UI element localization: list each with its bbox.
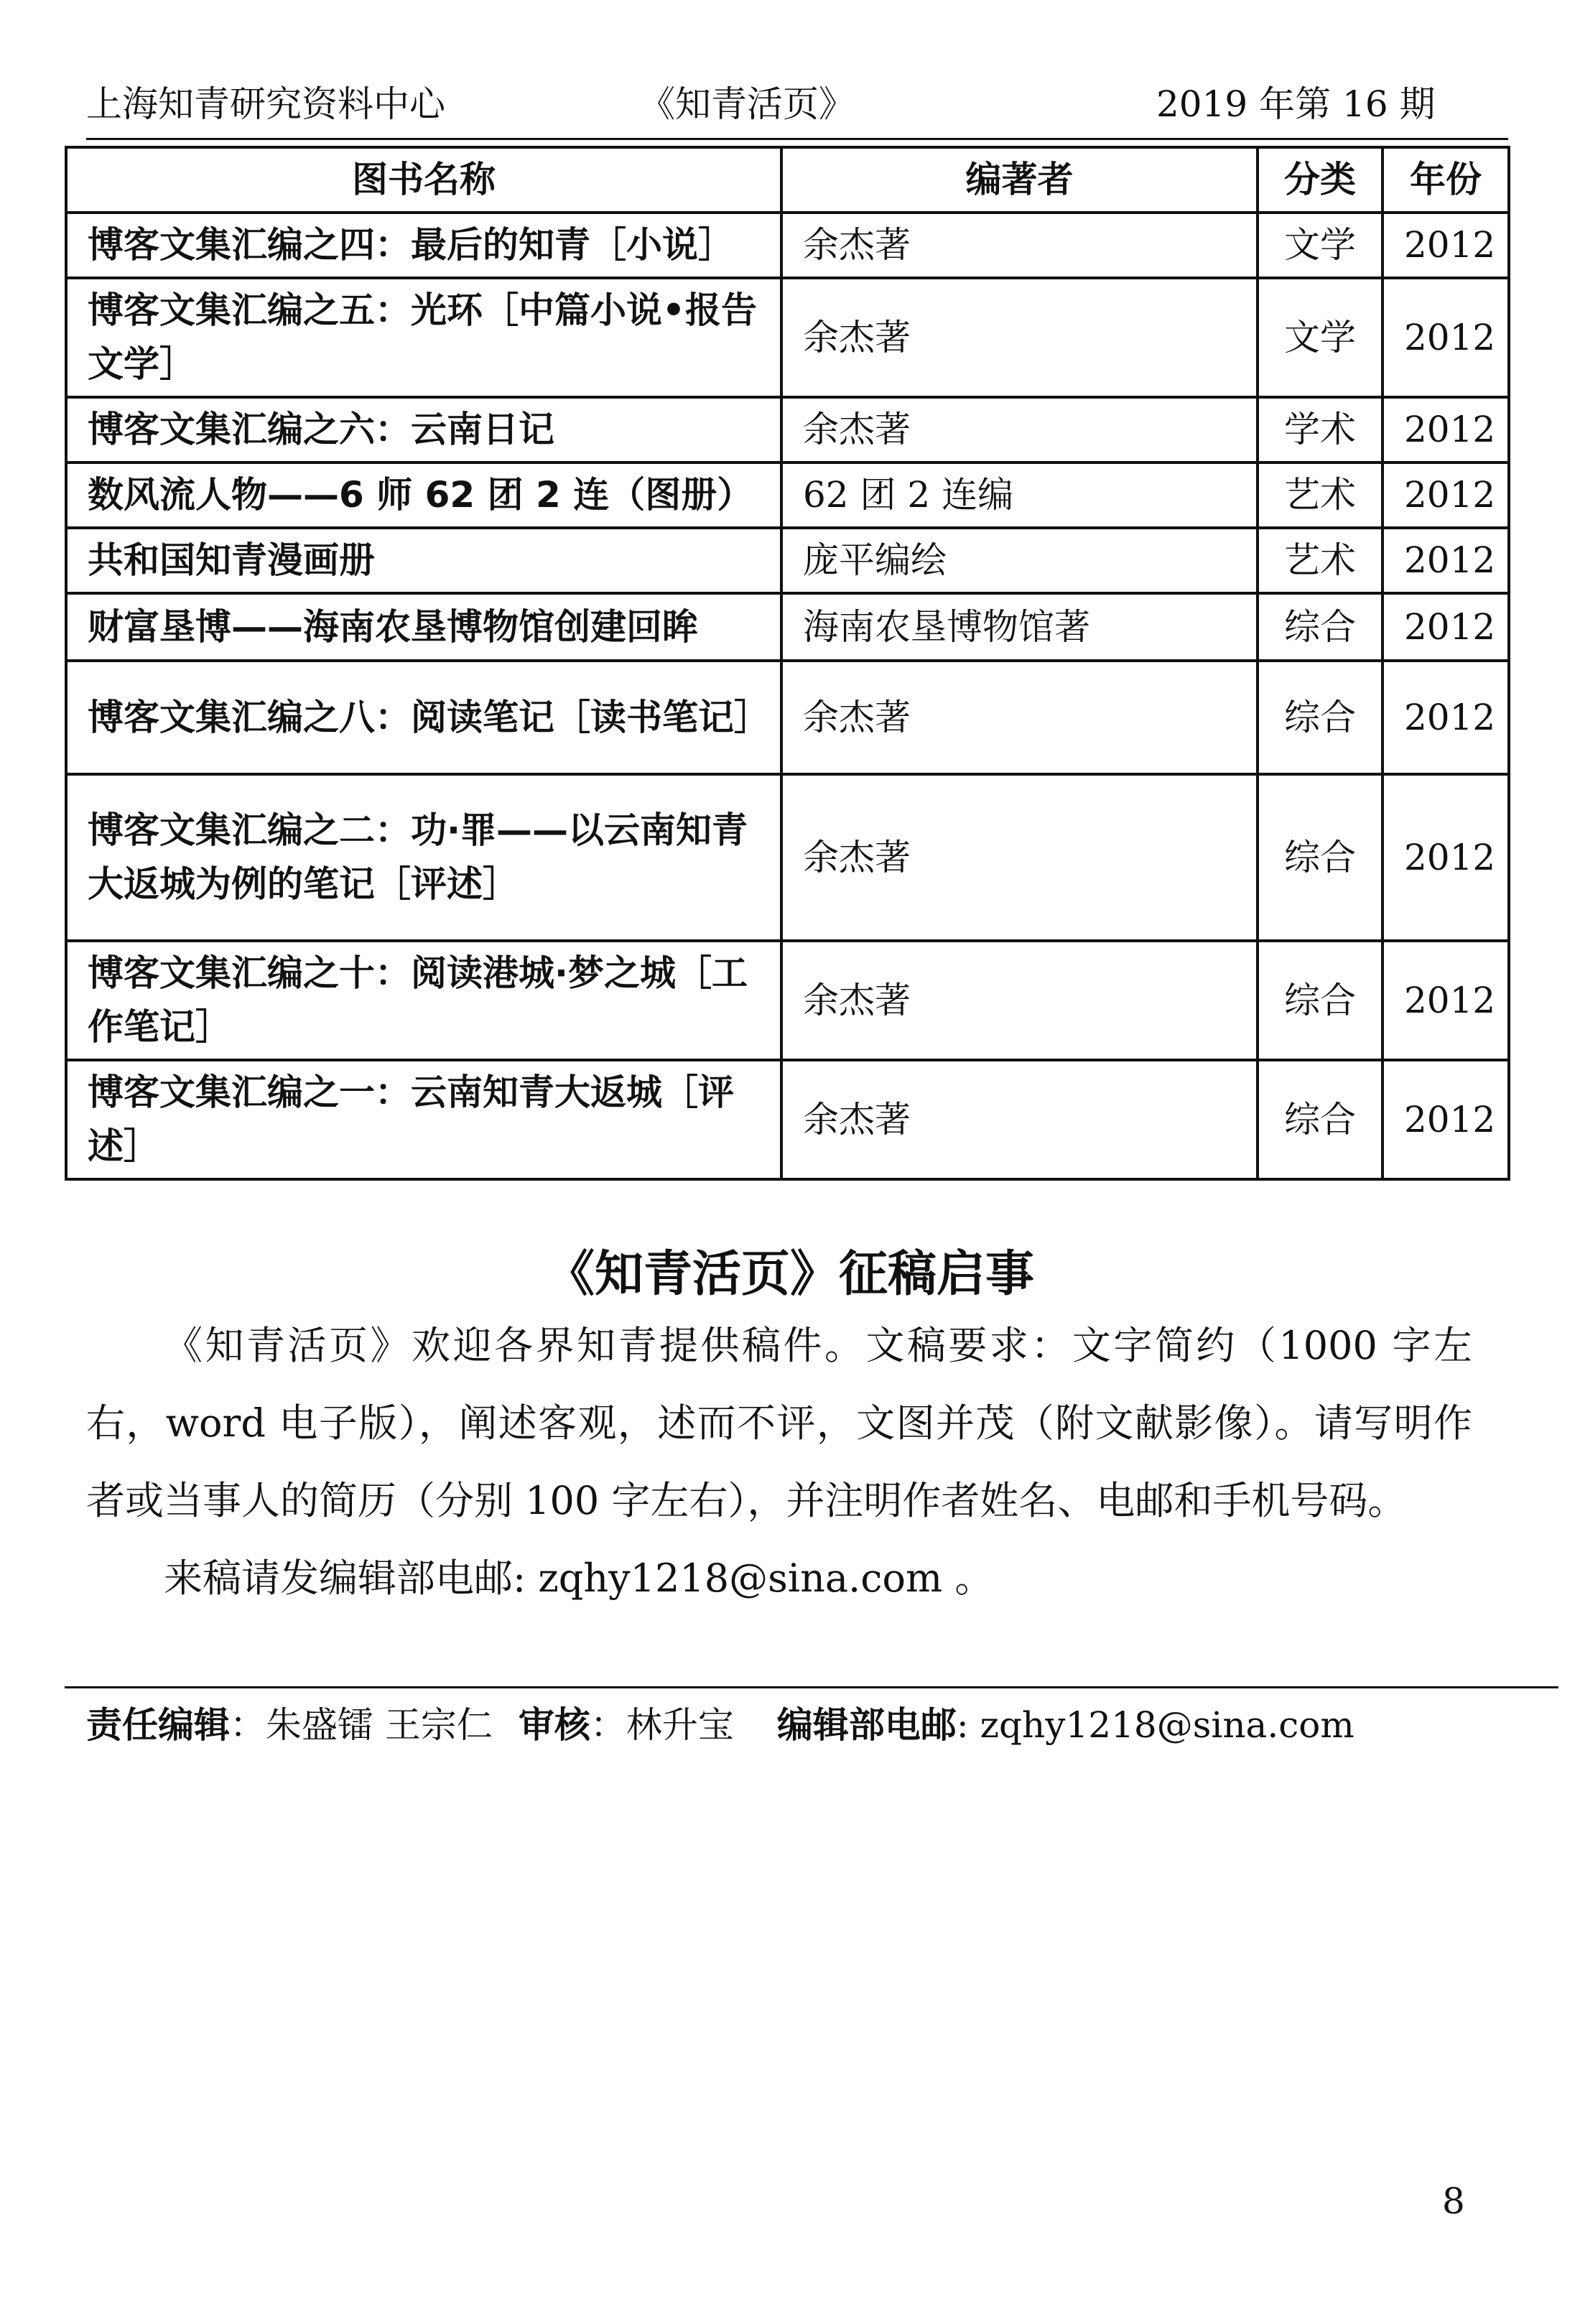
book-title: 博客文集汇编之四：最后的知青［小说］ xyxy=(66,213,781,278)
table-row xyxy=(66,661,1509,774)
notice-body xyxy=(86,1307,1472,1617)
book-title: 博客文集汇编之十：阅读港城·梦之城［工作笔记］ xyxy=(66,941,781,1060)
editor-names: ：朱盛镭 王宗仁 xyxy=(230,1704,493,1746)
column-header-title: 图书名称 xyxy=(66,147,781,213)
book-title: 财富垦博——海南农垦博物馆创建回眸 xyxy=(66,593,781,661)
book-author: 余杰著 xyxy=(781,774,1258,941)
book-title: 博客文集汇编之一：云南知青大返城［评述］ xyxy=(66,1060,781,1179)
book-year: 2012 xyxy=(1382,941,1509,1060)
table-row xyxy=(66,463,1509,528)
editorial-footer xyxy=(86,1696,1523,1748)
book-category: 综合 xyxy=(1258,774,1382,941)
column-header-category: 分类 xyxy=(1258,147,1382,213)
running-header xyxy=(86,75,1436,126)
book-year: 2012 xyxy=(1382,213,1509,278)
book-title: 博客文集汇编之八：阅读笔记［读书笔记］ xyxy=(66,661,781,774)
book-year: 2012 xyxy=(1382,397,1509,463)
book-category: 艺术 xyxy=(1258,463,1382,528)
book-category: 艺术 xyxy=(1258,528,1382,593)
book-author: 余杰著 xyxy=(781,213,1258,278)
notice-paragraph-requirements: 《知青活页》欢迎各界知青提供稿件。文稿要求：文字简约（1000 字左右，word 电子版），阐述客观，述而不评，文图并茂（附文献影像）。请写明作者或当事人的简历（分别 100 字左右），并注明作者姓名、电邮和手机号码。 xyxy=(86,1323,1472,1523)
book-title: 博客文集汇编之六：云南日记 xyxy=(66,397,781,463)
footer-rule xyxy=(65,1686,1558,1688)
header-org: 上海知青研究资料中心 xyxy=(86,83,445,125)
book-author: 余杰著 xyxy=(781,397,1258,463)
table-row xyxy=(66,397,1509,463)
book-author: 余杰著 xyxy=(781,278,1258,397)
notice-title: 《知青活页》征稿启事 xyxy=(545,1246,1034,1303)
book-author: 庞平编绘 xyxy=(781,528,1258,593)
book-title: 数风流人物——6 师 62 团 2 连（图册） xyxy=(66,463,781,528)
header-publication: 《知青活页》 xyxy=(639,83,855,125)
book-category: 综合 xyxy=(1258,593,1382,661)
table-row xyxy=(66,1060,1509,1179)
table-row xyxy=(66,213,1509,278)
book-author: 余杰著 xyxy=(781,1060,1258,1179)
book-title: 共和国知青漫画册 xyxy=(66,528,781,593)
header-rule-thick xyxy=(86,138,1508,140)
book-title: 博客文集汇编之二：功·罪——以云南知青大返城为例的笔记［评述］ xyxy=(66,774,781,941)
table-row xyxy=(66,593,1509,661)
email-label: 编辑部电邮 xyxy=(776,1704,957,1746)
book-category: 文学 xyxy=(1258,213,1382,278)
book-title: 博客文集汇编之五：光环［中篇小说•报告文学］ xyxy=(66,278,781,397)
book-year: 2012 xyxy=(1382,528,1509,593)
book-category: 综合 xyxy=(1258,1060,1382,1179)
book-year: 2012 xyxy=(1382,661,1509,774)
book-author: 余杰著 xyxy=(781,661,1258,774)
book-table xyxy=(65,146,1510,1181)
reviewer-label: 审核 xyxy=(518,1704,590,1746)
table-row xyxy=(66,774,1509,941)
book-author: 余杰著 xyxy=(781,941,1258,1060)
book-category: 综合 xyxy=(1258,661,1382,774)
book-year: 2012 xyxy=(1382,593,1509,661)
book-year: 2012 xyxy=(1382,463,1509,528)
book-year: 2012 xyxy=(1382,774,1509,941)
reviewer-name: ：林升宝 xyxy=(590,1704,734,1746)
book-year: 2012 xyxy=(1382,278,1509,397)
book-author: 海南农垦博物馆著 xyxy=(781,593,1258,661)
notice-paragraph-contact: 来稿请发编辑部电邮: zqhy1218@sina.com 。 xyxy=(164,1556,994,1601)
column-header-author: 编著者 xyxy=(781,147,1258,213)
header-issue: 2019 年第 16 期 xyxy=(1156,83,1436,125)
book-category: 学术 xyxy=(1258,397,1382,463)
book-category: 文学 xyxy=(1258,278,1382,397)
page-number: 8 xyxy=(1442,2180,1465,2222)
editor-label: 责任编辑 xyxy=(86,1704,230,1746)
column-header-year: 年份 xyxy=(1382,147,1509,213)
book-category: 综合 xyxy=(1258,941,1382,1060)
editorial-email: : zqhy1218@sina.com xyxy=(956,1704,1354,1746)
table-row xyxy=(66,528,1509,593)
book-year: 2012 xyxy=(1382,1060,1509,1179)
table-row xyxy=(66,941,1509,1060)
table-row xyxy=(66,278,1509,397)
book-author: 62 团 2 连编 xyxy=(781,463,1258,528)
table-header-row xyxy=(66,147,1509,213)
